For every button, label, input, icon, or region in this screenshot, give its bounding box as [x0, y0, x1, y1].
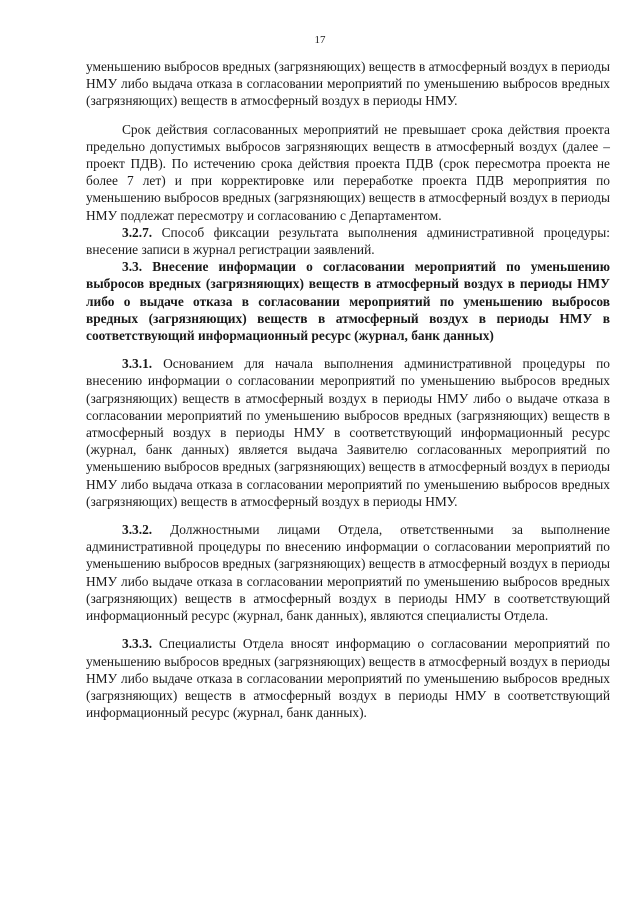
- paragraph-3-3-1: [86, 355, 610, 510]
- paragraph-text: Должностными лицами Отдела, ответственными за выполнение административной процедуры по внесению информации о согласовании мероприятий по уменьшению выбросов вредных (загрязняющих) веществ в атмосферный воздух в периоды НМУ либо выдаче отказа в согласовании мероприятий по уменьшению выбросов вредных (загрязняющих) веществ в атмосферный воздух в периоды НМУ в соответствующий информационный ресурс (журнал, банк данных), являются специалисты Отдела.: [86, 522, 610, 624]
- section-number: 3.3.2.: [122, 522, 153, 538]
- section-number: 3.3.1.: [122, 356, 153, 372]
- paragraph-text: Основанием для начала выполнения административной процедуры по внесению информации о согласовании мероприятий по уменьшению выбросов вредных (загрязняющих) веществ в атмосферный воздух в периоды НМУ либо о выдаче отказа в согласовании мероприятий по уменьшению выбросов вредных (загрязняющих) веществ в атмосферный воздух в периоды НМУ в соответствующий информационный ресурс (журнал, банк данных) является выдача Заявителю согласованных мероприятий по уменьшению выбросов вредных (загрязняющих) веществ в атмосферный воздух в периоды НМУ либо выдача отказа в согласовании мероприятий по уменьшению выбросов вредных (загрязняющих) веществ в атмосферный воздух в периоды НМУ.: [86, 356, 610, 509]
- paragraph-3-2-7: [86, 224, 610, 258]
- paragraph-continuation: [86, 58, 610, 110]
- paragraph-3-3-3: [86, 635, 610, 721]
- paragraph-validity-term: [86, 121, 610, 224]
- paragraph-text: Срок действия согласованных мероприятий не превышает срока действия проекта предельно допустимых выбросов загрязняющих веществ в атмосферный воздух (далее – проект ПДВ). По истечению срока действия проекта ПДВ (срок пересмотра проекта не более 7 лет) и при корректировке или переработке проекта ПДВ мероприятия по уменьшению выбросов вредных (загрязняющих) веществ в атмосферный воздух в периоды НМУ подлежат пересмотру и согласованию с Департаментом.: [86, 121, 610, 223]
- paragraph-text: Специалисты Отдела вносят информацию о согласовании мероприятий по уменьшению выбросов вредных (загрязняющих) веществ в атмосферный воздух в периоды НМУ либо выдаче отказа в согласовании мероприятий по уменьшению выбросов вредных (загрязняющих) веществ в атмосферный воздух в периоды НМУ в соответствующий информационный ресурс (журнал, банк данных).: [86, 636, 610, 721]
- paragraph-text: уменьшению выбросов вредных (загрязняющих) веществ в атмосферный воздух в периоды НМУ либо выдача отказа в согласовании мероприятий по уменьшению выбросов вредных (загрязняющих) веществ в атмосферный воздух в периоды НМУ.: [86, 59, 610, 109]
- section-heading-text: 3.3. Внесение информации о согласовании мероприятий по уменьшению выбросов вредных (загрязняющих) веществ в атмосферный воздух в периоды НМУ либо о выдаче отказа в согласовании мероприятий по уменьшению выбросов вредных (загрязняющих) веществ в атмосферный воздух в периоды НМУ в соответствующий информационный ресурс (журнал, банк данных): [86, 259, 610, 344]
- document-body: [86, 58, 610, 721]
- page-number: 17: [314, 34, 326, 46]
- paragraph-3-3-2: [86, 521, 610, 624]
- section-number: 3.2.7.: [122, 224, 153, 240]
- section-number: 3.3.3.: [122, 636, 153, 652]
- paragraph-text: Способ фиксации результата выполнения административной процедуры: внесение записи в журнал регистрации заявлений.: [86, 224, 610, 258]
- section-heading-3-3: [86, 258, 610, 344]
